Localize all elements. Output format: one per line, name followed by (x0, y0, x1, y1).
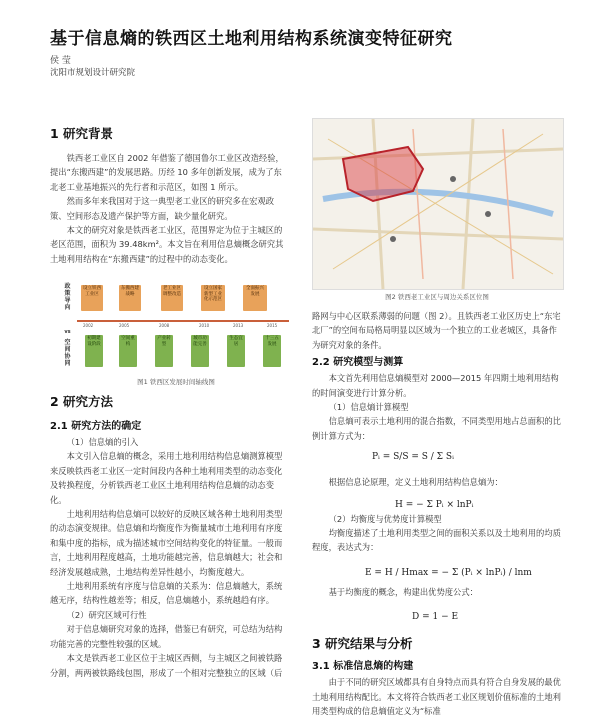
author-affiliation: 沈阳市规划设计研究院 (50, 68, 136, 78)
diagram-row-label-policy: 政策导向 (64, 283, 71, 311)
paragraph: 本文的研究对象是铁西老工业区，范围界定为位于主城区的老区范围，面积为 39.48km²。本文旨在利用信息熵概念研究其土地利用结构在“东搬西建”的过程中的动态变化。 (50, 225, 284, 264)
paragraph: 由于不同的研究区域都具有自身特点而具有符合自身发展的最优土地利用结构配比。本文将符合铁西老工业区规划价值标准的土地利用类型构成的信息熵值定义为“标准 (312, 677, 561, 717)
year-label: 2008 (159, 323, 170, 328)
author-name: 侯 莹 (50, 56, 71, 66)
section-3-heading: 3 研究结果与分析 (312, 636, 413, 652)
subheading: （1）信息熵的引入 (66, 437, 139, 447)
section-1-heading: 1 研究背景 (50, 126, 114, 141)
diagram-space-box: 空间重构 (119, 335, 137, 367)
paragraph: 本文是铁西老工业区位于主城区西侧，与主城区之间被铁路分割，两两被铁路线包围，形成了一个相对完整独立的区域（后 (50, 653, 283, 678)
diagram-space-box: 十三五发展 (263, 335, 281, 367)
paragraph: 土地利用结构信息熵可以较好的反映区域各种土地利用类型的动态演变规律。信息熵和均衡度作为衡量城市土地利用有序度和集中度的指标，成为描述城市空间结构变化的特征量。一般而言，土地利用程度越高，土地功能越完善，信息熵越大；社会和经济发展越成熟，土地结构差异性越小，均衡度越大。 (50, 509, 283, 577)
year-label: 2005 (119, 323, 130, 328)
paragraph: 信息熵可表示土地利用的混合指数，不同类型用地占总面积的比例计算方式为： (312, 416, 561, 441)
paragraph: 铁西老工业区自 2002 年借鉴了德国鲁尔工业区改造经验，提出“东搬西建”的发展思路。历经 10 多年创新发展，成为了东北老工业基地振兴的先行者和示范区，如图 1 所示。 (50, 153, 284, 192)
diagram-policy-box: 全面振兴发展 (243, 285, 267, 311)
diagram-space-box: 生态宜居 (227, 335, 245, 367)
year-label: 2013 (233, 323, 244, 328)
diagram-policy-box: 设立国家新型工业化示范区 (201, 285, 225, 311)
diagram-policy-box: 老工业区调整改造 (161, 285, 183, 311)
paragraph: 根据信息论原理，定义土地利用结构信息熵为： (328, 477, 503, 488)
figure-1-caption: 图1 铁西区发展时间轴线图 (137, 378, 215, 386)
subheading: （1）信息熵计算模型 (328, 402, 409, 413)
paragraph: 基于均衡度的概念，构建出优势度公式： (328, 586, 478, 597)
timeline-axis (77, 320, 289, 322)
figure-2-caption: 图2 铁西老工业区与周边关系区位图 (385, 293, 489, 301)
diagram-policy-box: 设立铁西工业区 (81, 285, 103, 311)
figure-2-location-map (312, 118, 564, 290)
section-2-1-heading: 2.1 研究方法的确定 (50, 421, 142, 432)
formula-equilibrium: E = H / Hmax = − Σ (Pᵢ × lnPᵢ) / lnm (365, 568, 532, 578)
diagram-policy-box: 东搬西建战略 (119, 285, 141, 311)
paragraph: 土地利用系统有序度与信息熵的关系为：信息熵越大，系统越无序，结构性越差等；相反，信息熵越小，系统越趋有序。 (50, 581, 283, 606)
left-column-bottom (50, 393, 290, 680)
paper-title: 基于信息熵的铁西区土地利用结构系统演变特征研究 (50, 29, 453, 49)
formula-entropy: H = − Σ Pᵢ × lnPᵢ (395, 500, 474, 510)
figure-1-timeline-diagram (63, 279, 289, 375)
subheading: （2）均衡度与优势度计算模型 (328, 513, 442, 524)
diagram-row-label-space: 空间协同 (64, 339, 71, 367)
diagram-space-box: 城市功能完善 (191, 335, 209, 367)
year-label: 2002 (83, 323, 94, 328)
subheading: （2）研究区域可行性 (66, 609, 147, 620)
right-column (312, 309, 562, 719)
year-label: 2010 (199, 323, 210, 328)
map-graphic (313, 119, 563, 289)
section-2-heading: 2 研究方法 (50, 394, 114, 409)
diagram-space-box: 初期建设阶段 (85, 335, 103, 367)
left-column-top (50, 125, 290, 266)
section-2-2-heading: 2.2 研究模型与测算 (312, 357, 404, 369)
paragraph: 对于信息熵研究对象的选择，借鉴已有研究，可总结为结构功能完善的完整性较强的区域。 (50, 624, 283, 649)
paragraph: 均衡度描述了土地利用类型之间的面积关系以及土地利用的均质程度，表达式为： (312, 528, 561, 553)
year-label: 2015 (267, 323, 278, 328)
diagram-space-box: 产业转型 (155, 335, 173, 367)
paragraph: 路网与中心区联系薄弱的问题（图 2）。且铁西老工业区历史上“东宅北厂”的空间布局格局明显以区域为一个独立的工业老城区，具备作为研究对象的条件。 (312, 311, 561, 350)
formula-proportion: Pᵢ = S/S = S / Σ Sᵢ (372, 452, 454, 462)
paragraph: 本文引入信息熵的概念，采用土地利用结构信息熵测算模型来反映铁西老工业区一定时间段内各种土地利用类型的动态变化及转换程度，分析铁西老工业区土地利用结构信息熵的动态变化。 (50, 451, 283, 505)
paragraph: 然而多年来我国对于这一典型老工业区的研究多在宏观政策、空间形态及遗产保护等方面，缺少量化研究。 (50, 196, 275, 221)
section-3-1-heading: 3.1 标准信息熵的构建 (312, 661, 414, 673)
diagram-vs-label: vs (64, 329, 71, 335)
paragraph: 本文首先利用信息熵模型对 2000—2015 年四期土地利用结构的时间演变进行计算分析。 (312, 373, 559, 398)
formula-dominance: D = 1 − E (412, 612, 459, 622)
